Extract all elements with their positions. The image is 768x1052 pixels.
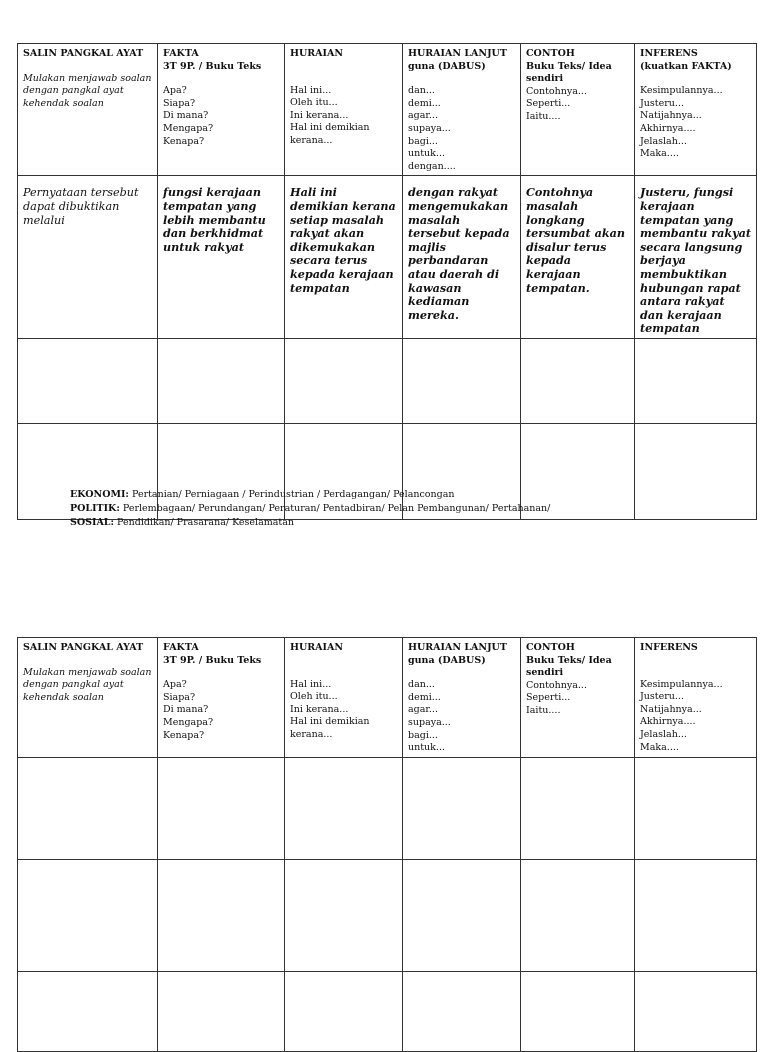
- column-subtitle: (kuatkan FAKTA): [640, 60, 732, 72]
- answer-cell[interactable]: [158, 757, 285, 859]
- prompt-word: dengan....: [408, 160, 456, 172]
- header-cell-inferens: [635, 638, 757, 758]
- prompt-word: Contohnya...: [526, 679, 587, 691]
- answer-cell[interactable]: [635, 971, 757, 1051]
- answer-cell[interactable]: [285, 338, 403, 423]
- column-title: SALIN PANGKAL AYAT: [23, 48, 144, 59]
- answer-cell[interactable]: [18, 757, 158, 859]
- instruction-text: Mulakan menjawab soalan: [23, 72, 152, 84]
- prompt-word: Hal ini...: [290, 84, 332, 96]
- answer-row: [18, 338, 757, 423]
- answer-row: [18, 971, 757, 1051]
- example-text: fungsi kerajaan tempatan yang lebih membantu dan berkhidmat untuk rakyat: [163, 185, 266, 254]
- prompt-word: Akhirnya....: [640, 122, 696, 134]
- answer-cell[interactable]: [403, 859, 521, 971]
- prompt-word: Mengapa?: [163, 716, 214, 728]
- header-row: [18, 44, 757, 176]
- answer-cell[interactable]: [158, 338, 285, 423]
- prompt-word: Ini kerana...: [290, 703, 349, 715]
- answer-cell[interactable]: [285, 859, 403, 971]
- example-text: Justeru, fungsi kerajaan tempatan yang membantu rakyat secara langsung berjaya membuktikan hubungan rapat antara rakyat dan kerajaan tempatan: [640, 185, 752, 336]
- note-text: Perlembagaan/ Perundangan/ Peraturan/ Pentadbiran/ Pelan Pembangunan/ Pertahanan/: [122, 503, 551, 514]
- column-subtitle: guna (DABUS): [408, 654, 486, 666]
- header-cell-inferens: [635, 44, 757, 176]
- column-title: HURAIAN LANJUT: [408, 48, 507, 59]
- answer-cell[interactable]: [635, 859, 757, 971]
- instruction-text: kehendak soalan: [23, 691, 104, 703]
- header-cell-huraian: [285, 44, 403, 176]
- prompt-word: Mengapa?: [163, 122, 214, 134]
- prompt-word: Di mana?: [163, 704, 209, 716]
- prompt-word: Natijahnya...: [640, 110, 702, 122]
- prompt-word: Iaitu....: [526, 110, 561, 122]
- prompt-word: demi...: [408, 691, 441, 703]
- prompt-word: supaya...: [408, 716, 451, 728]
- prompt-word: kerana...: [290, 728, 333, 740]
- prompt-word: agar...: [408, 704, 438, 716]
- prompt-word: Di mana?: [163, 110, 209, 122]
- header-cell-huraian: [285, 638, 403, 758]
- worksheet-table-1: [17, 43, 757, 520]
- column-title: FAKTA: [163, 642, 199, 653]
- note-label: EKONOMI:: [70, 489, 129, 500]
- prompt-word: untuk...: [408, 742, 445, 754]
- prompt-word: Akhirnya....: [640, 716, 696, 728]
- prompt-word: Seperti...: [526, 98, 571, 110]
- answer-cell[interactable]: [521, 338, 635, 423]
- prompt-word: bagi...: [408, 729, 438, 741]
- note-text: Pendidikan/ Prasarana/ Keselamatan: [117, 517, 295, 528]
- prompt-word: Apa?: [163, 679, 187, 691]
- example-cell-fakta: [158, 176, 285, 339]
- column-title: CONTOH: [526, 48, 575, 59]
- answer-cell[interactable]: [521, 757, 635, 859]
- prompt-word: kerana...: [290, 134, 333, 146]
- prompt-word: supaya...: [408, 122, 451, 134]
- answer-cell[interactable]: [18, 859, 158, 971]
- prompt-word: Hal ini...: [290, 678, 332, 690]
- header-cell-salin-pangkal-ayat: [18, 44, 158, 176]
- prompt-word: Siapa?: [163, 691, 196, 703]
- header-cell-fakta: [158, 638, 285, 758]
- header-cell-contoh: [521, 638, 635, 758]
- prompt-word: Maka....: [640, 741, 679, 753]
- answer-row: [18, 757, 757, 859]
- column-title: FAKTA: [163, 48, 199, 59]
- note-label: SOSIAL:: [70, 517, 114, 528]
- example-cell-pangkal-ayat: [18, 176, 158, 339]
- prompt-word: Kesimpulannya...: [640, 85, 723, 97]
- instruction-text: dengan pangkal ayat: [23, 679, 124, 691]
- header-cell-huraian-lanjut: [403, 44, 521, 176]
- example-text: Hali ini demikian kerana setiap masalah rakyat akan dikemukakan secara terus kepada kerajaan tempatan: [290, 185, 396, 295]
- prompt-word: Oleh itu...: [290, 691, 338, 703]
- prompt-word: Apa?: [163, 85, 187, 97]
- example-row: [18, 176, 757, 339]
- worksheet-table-2: [17, 637, 757, 1052]
- column-title: INFERENS: [640, 48, 698, 59]
- answer-cell[interactable]: [403, 757, 521, 859]
- prompt-word: Hal ini demikian: [290, 716, 370, 728]
- column-subtitle: Buku Teks/ Idea sendiri: [526, 654, 612, 679]
- column-title: HURAIAN: [290, 642, 344, 653]
- prompt-word: agar...: [408, 110, 438, 122]
- note-politik: [70, 502, 550, 516]
- answer-cell[interactable]: [158, 971, 285, 1051]
- column-subtitle: guna (DABUS): [408, 60, 486, 72]
- column-subtitle: 3T 9P. / Buku Teks: [163, 60, 262, 72]
- column-title: HURAIAN: [290, 48, 344, 59]
- answer-cell[interactable]: [635, 423, 757, 519]
- prompt-word: Kenapa?: [163, 729, 205, 741]
- column-subtitle: 3T 9P. / Buku Teks: [163, 654, 262, 666]
- prompt-word: Jelaslah...: [640, 135, 687, 147]
- answer-cell[interactable]: [635, 757, 757, 859]
- answer-cell[interactable]: [521, 971, 635, 1051]
- note-label: POLITIK:: [70, 503, 120, 514]
- prompt-word: Oleh itu...: [290, 97, 338, 109]
- answer-cell[interactable]: [403, 338, 521, 423]
- instruction-text: dengan pangkal ayat: [23, 85, 124, 97]
- aspect-notes: [70, 488, 550, 530]
- note-sosial: [70, 516, 550, 530]
- prompt-word: Jelaslah...: [640, 728, 687, 740]
- example-cell-huraian: [285, 176, 403, 339]
- example-cell-inferens: [635, 176, 757, 339]
- header-cell-salin-pangkal-ayat: [18, 638, 158, 758]
- instruction-text: Mulakan menjawab soalan: [23, 666, 152, 678]
- header-cell-contoh: [521, 44, 635, 176]
- prompt-word: Contohnya...: [526, 85, 587, 97]
- header-cell-huraian-lanjut: [403, 638, 521, 758]
- answer-cell[interactable]: [521, 859, 635, 971]
- prompt-word: Hal ini demikian: [290, 122, 370, 134]
- header-cell-fakta: [158, 44, 285, 176]
- prompt-word: Siapa?: [163, 97, 196, 109]
- example-cell-contoh: [521, 176, 635, 339]
- prompt-word: bagi...: [408, 135, 438, 147]
- instruction-text: kehendak soalan: [23, 97, 104, 109]
- example-text: Pernyataan tersebut dapat dibuktikan melalui: [23, 186, 139, 227]
- prompt-word: Justeru...: [640, 97, 684, 109]
- note-text: Pertanian/ Perniagaan / Perindustrian / Perdagangan/ Pelancongan: [131, 489, 455, 500]
- answer-cell[interactable]: [18, 338, 158, 423]
- prompt-word: Justeru...: [640, 691, 684, 703]
- prompt-word: dan...: [408, 679, 435, 691]
- prompt-word: Maka....: [640, 148, 679, 160]
- prompt-word: Kesimpulannya...: [640, 678, 723, 690]
- prompt-word: Iaitu....: [526, 704, 561, 716]
- prompt-word: Ini kerana...: [290, 109, 349, 121]
- column-title: INFERENS: [640, 642, 698, 653]
- column-title: SALIN PANGKAL AYAT: [23, 642, 144, 653]
- column-title: CONTOH: [526, 642, 575, 653]
- answer-row: [18, 859, 757, 971]
- answer-cell[interactable]: [635, 338, 757, 423]
- example-cell-huraian-lanjut: [403, 176, 521, 339]
- example-text: dengan rakyat mengemukakan masalah tersebut kepada majlis perbandaran atau daerah di kawasan kediaman mereka.: [408, 185, 510, 322]
- prompt-word: Natijahnya...: [640, 703, 702, 715]
- prompt-word: dan...: [408, 85, 435, 97]
- note-ekonomi: [70, 488, 550, 502]
- header-row: [18, 638, 757, 758]
- prompt-word: Kenapa?: [163, 135, 205, 147]
- column-title: HURAIAN LANJUT: [408, 642, 507, 653]
- answer-cell[interactable]: [285, 971, 403, 1051]
- prompt-word: Seperti...: [526, 692, 571, 704]
- answer-cell[interactable]: [403, 971, 521, 1051]
- answer-cell[interactable]: [285, 757, 403, 859]
- answer-cell[interactable]: [158, 859, 285, 971]
- answer-cell[interactable]: [18, 971, 158, 1051]
- example-text: Contohnya masalah longkang tersumbat akan disalur terus kepada kerajaan tempatan.: [526, 185, 625, 295]
- column-subtitle: Buku Teks/ Idea sendiri: [526, 60, 612, 85]
- prompt-word: demi...: [408, 97, 441, 109]
- prompt-word: untuk...: [408, 148, 445, 160]
